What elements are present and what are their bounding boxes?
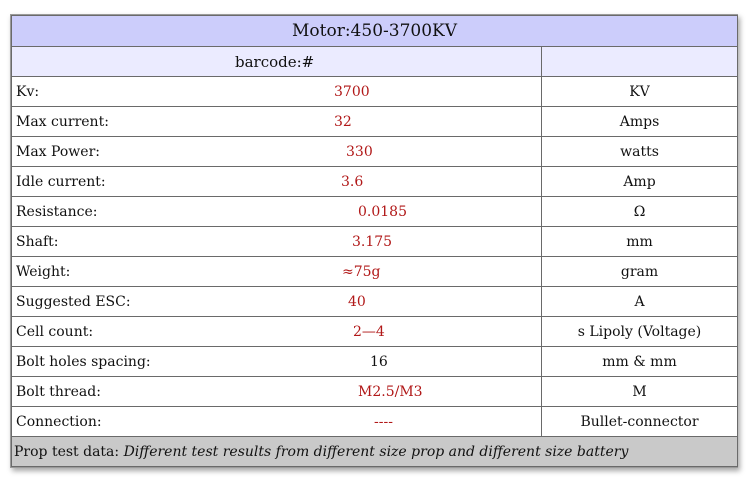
spec-row — [12, 377, 738, 407]
spec-label: Connection: — [16, 413, 102, 430]
spec-value: M2.5/M3 — [358, 383, 423, 400]
spec-value: 16 — [370, 353, 388, 370]
barcode-row — [12, 47, 738, 77]
barcode-empty-cell — [542, 47, 738, 77]
spec-label: Max Power: — [16, 143, 100, 160]
motor-spec-table — [11, 15, 738, 467]
spec-unit: mm & mm — [542, 347, 738, 377]
spec-row — [12, 167, 738, 197]
prop-test-note — [12, 437, 738, 467]
spec-label: Bolt holes spacing: — [16, 353, 151, 370]
barcode-cell — [12, 47, 542, 77]
spec-value: 330 — [346, 143, 373, 160]
spec-label: Bolt thread: — [16, 383, 101, 400]
spec-row — [12, 107, 738, 137]
footer-row — [12, 437, 738, 467]
spec-unit: M — [542, 377, 738, 407]
spec-unit: Bullet-connector — [542, 407, 738, 437]
spec-value: 3.6 — [341, 173, 364, 190]
spec-row — [12, 257, 738, 287]
spec-cell — [12, 137, 542, 167]
spec-value: ≈75g — [342, 263, 381, 280]
spec-label: Suggested ESC: — [16, 293, 131, 310]
spec-unit: A — [542, 287, 738, 317]
spec-cell — [12, 317, 542, 347]
spec-value: 32 — [334, 113, 352, 130]
title-row — [12, 16, 738, 47]
spec-row — [12, 197, 738, 227]
spec-cell — [12, 167, 542, 197]
spec-value: 0.0185 — [358, 203, 407, 220]
spec-value: 2—4 — [353, 323, 385, 340]
spec-unit: Ω — [542, 197, 738, 227]
spec-unit: KV — [542, 77, 738, 107]
spec-row — [12, 137, 738, 167]
spec-row — [12, 317, 738, 347]
spec-row — [12, 407, 738, 437]
spec-unit: gram — [542, 257, 738, 287]
spec-cell — [12, 257, 542, 287]
spec-value: 40 — [348, 293, 366, 310]
spec-unit: mm — [542, 227, 738, 257]
spec-value: 3.175 — [352, 233, 393, 250]
spec-table-frame — [10, 14, 738, 468]
spec-unit: s Lipoly (Voltage) — [542, 317, 738, 347]
spec-cell — [12, 107, 542, 137]
spec-value: 3700 — [334, 83, 370, 100]
spec-cell — [12, 347, 542, 377]
spec-value: ---- — [374, 413, 393, 430]
spec-label: Cell count: — [16, 323, 94, 340]
spec-unit: watts — [542, 137, 738, 167]
spec-label: Idle current: — [16, 173, 106, 190]
spec-cell — [12, 227, 542, 257]
spec-cell — [12, 407, 542, 437]
prop-test-description: Different test results from different size prop and different size battery — [123, 443, 629, 460]
spec-label: Weight: — [16, 263, 71, 280]
barcode-label: barcode:# — [235, 52, 315, 71]
spec-unit: Amps — [542, 107, 738, 137]
spec-label: Shaft: — [16, 233, 59, 250]
spec-label: Max current: — [16, 113, 109, 130]
spec-cell — [12, 287, 542, 317]
spec-row — [12, 77, 738, 107]
prop-test-label: Prop test data: — [14, 443, 120, 460]
spec-row — [12, 347, 738, 377]
spec-label: Kv: — [16, 83, 40, 100]
spec-cell — [12, 377, 542, 407]
spec-row — [12, 287, 738, 317]
spec-cell — [12, 197, 542, 227]
motor-title: Motor:450-3700KV — [12, 16, 738, 47]
spec-row — [12, 227, 738, 257]
spec-cell — [12, 77, 542, 107]
spec-unit: Amp — [542, 167, 738, 197]
spec-label: Resistance: — [16, 203, 98, 220]
